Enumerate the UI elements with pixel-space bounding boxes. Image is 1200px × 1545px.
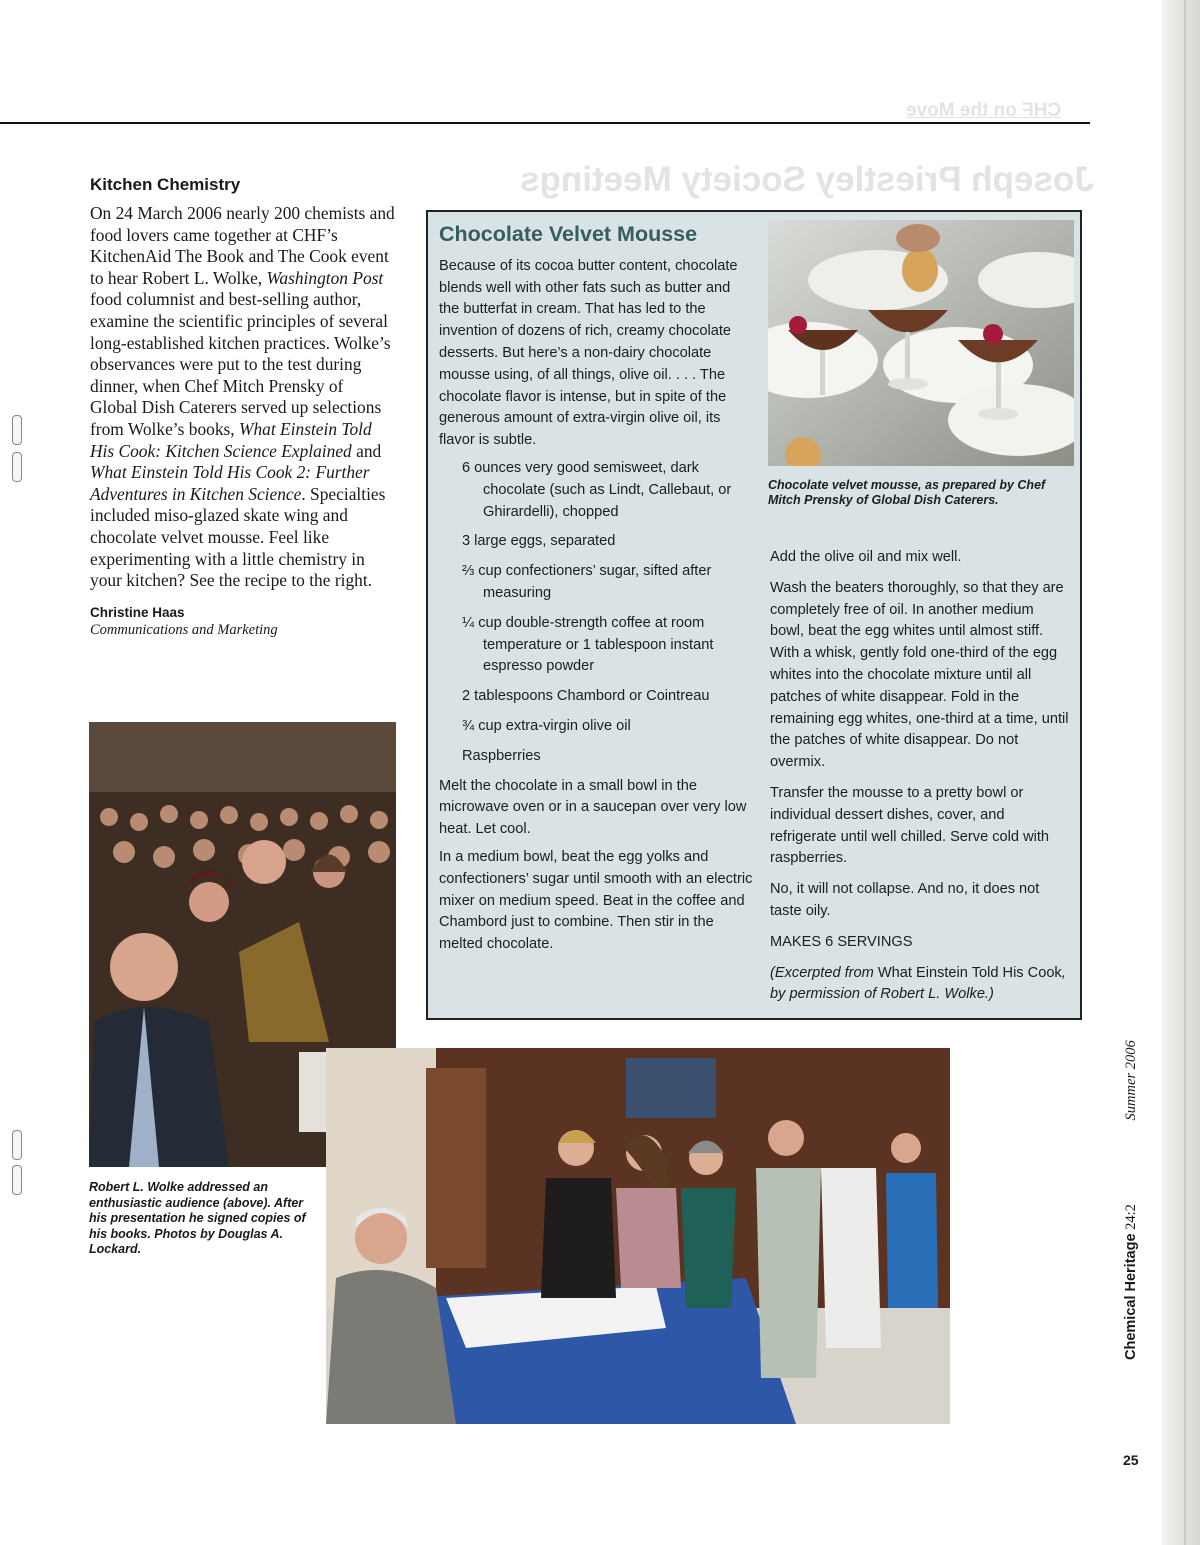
recipe-left-column bbox=[439, 224, 754, 962]
ingredient-item: ¼ cup double-strength coffee at room temperature or 1 tablespoon instant espresso powder bbox=[462, 614, 714, 675]
recipe-step: Melt the chocolate in a small bowl in the microwave oven or in a saucepan over very low heat. Let cool. bbox=[439, 777, 747, 838]
bleed-through-heading: Joseph Priestley Society Meetings bbox=[520, 160, 1094, 199]
binding-hole-icon bbox=[12, 452, 22, 482]
magazine-name: Chemical Heritage bbox=[1123, 1233, 1139, 1360]
recipe-steps-right bbox=[770, 547, 1070, 923]
article-title: Kitchen Chemistry bbox=[90, 175, 241, 194]
issue-season: Summer 2006 bbox=[1123, 1040, 1139, 1121]
binding-hole-icon bbox=[12, 415, 22, 445]
mousse-photo-caption: Chocolate velvet mousse, as prepared by Chef Mitch Prensky of Global Dish Caterers. bbox=[768, 478, 1046, 507]
ingredient-item: ¾ cup extra-virgin olive oil bbox=[462, 717, 631, 734]
recipe-step: No, it will not collapse. And no, it does not taste oily. bbox=[770, 881, 1040, 919]
recipe-step: In a medium bowl, beat the egg yolks and confectioners’ sugar until smooth with an electric mixer on medium speed. Beat in the coffee and Chambord just to combine. Then stir in the melted chocolate. bbox=[439, 848, 753, 953]
article-author-role: Communications and Marketing bbox=[90, 621, 278, 638]
article-author: Christine Haas bbox=[90, 604, 185, 620]
recipe-credit: (Excerpted from What Einstein Told His Cook, by permission of Robert L. Wolke.) bbox=[770, 964, 1066, 1003]
photos-caption: Robert L. Wolke addressed an enthusiastic audience (above). After his presentation he signed copies of his books. Photos by Douglas A. Lockard. bbox=[89, 1180, 306, 1256]
recipe-intro: Because of its cocoa butter content, chocolate blends well with other fats such as butter and the butterfat in cream. That has led to the invention of dozens of rich, creamy chocolate desserts. But here’s a non-dairy chocolate mousse using, of all things, olive oil. . . . The chocolate flavor is intense, but in spite of the generous amount of extra-virgin olive oil, its flavor is subtle. bbox=[439, 257, 738, 449]
recipe-right-column bbox=[770, 547, 1070, 1015]
ingredient-list bbox=[439, 458, 754, 768]
ingredient-item: 6 ounces very good semisweet, dark chocolate (such as Lindt, Callebaut, or Ghirardelli), chopped bbox=[462, 459, 732, 520]
running-footer bbox=[1123, 1040, 1140, 1360]
book-signing-photo bbox=[326, 1048, 950, 1424]
recipe-box bbox=[426, 210, 1082, 1020]
recipe-step: Wash the beaters thoroughly, so that they are completely free of oil. In another medium bowl, beat the egg whites until almost stiff. With a whisk, gently fold one-third of the egg whites into the chocolate mixture until all patches of white disappear. Fold in the remaining egg whites, one-third at a time, until the patches of white disappear. Do not overmix. bbox=[770, 579, 1069, 771]
ingredient-item: Raspberries bbox=[462, 747, 541, 764]
page-number: 25 bbox=[1123, 1452, 1139, 1468]
mousse-photo bbox=[768, 220, 1074, 466]
recipe-title: Chocolate Velvet Mousse bbox=[439, 222, 698, 246]
article-body: On 24 March 2006 nearly 200 chemists and food lovers came together at CHF’s KitchenAid The Book and The Cook event to hear Robert L. Wolke, Washington Post food columnist and best-selling author, examine the scientific principles of several long-established kitchen practices. Wolke’s observances were put to the test during dinner, when Chef Mitch Prensky of Global Dish Caterers served up selections from Wolke’s books, What Einstein Told His Cook: Kitchen Science Explained and What Einstein Told His Cook 2: Further Adventures in Kitchen Science. Specialties included miso-glazed skate wing and chocolate velvet mousse. Feel like experimenting with a little chemistry in your kitchen? See the recipe to the right. bbox=[90, 203, 395, 591]
binding-hole-icon bbox=[12, 1130, 22, 1160]
ingredient-item: 3 large eggs, separated bbox=[462, 533, 616, 550]
ingredient-item: 2 tablespoons Chambord or Cointreau bbox=[462, 688, 710, 705]
recipe-steps-left bbox=[439, 776, 754, 956]
recipe-step: Transfer the mousse to a pretty bowl or individual dessert dishes, cover, and refrigerate until well chilled. Serve cold with raspberries. bbox=[770, 784, 1050, 867]
page-edge-line bbox=[1184, 0, 1186, 1545]
kitchen-chemistry-article bbox=[90, 175, 395, 639]
binding-hole-icon bbox=[12, 1165, 22, 1195]
issue-number: 24:2 bbox=[1123, 1204, 1139, 1230]
recipe-yield: MAKES 6 SERVINGS bbox=[770, 933, 913, 950]
top-rule bbox=[0, 122, 1090, 124]
recipe-step: Add the olive oil and mix well. bbox=[770, 549, 962, 565]
page-edge bbox=[1162, 0, 1200, 1545]
ingredient-item: ⅔ cup confectioners’ sugar, sifted after measuring bbox=[462, 563, 712, 601]
bleed-through-section: CHF on the Move bbox=[906, 100, 1062, 121]
